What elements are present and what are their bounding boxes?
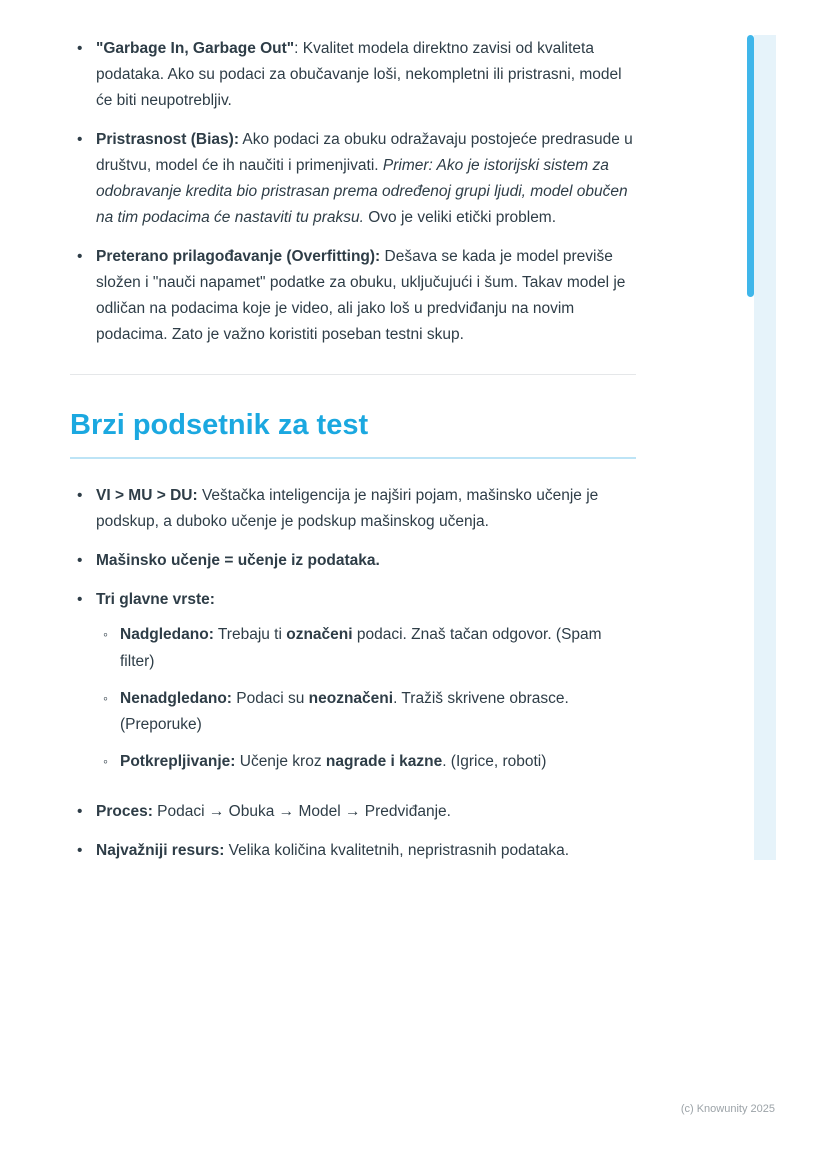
section-heading: Brzi podsetnik za test: [70, 409, 636, 459]
sublist-item: [96, 622, 636, 674]
sublist-item: [96, 749, 636, 775]
sublist-item-text: Nenadgledano: Podaci su neoznačeni. Tražiš skrivene obrasce. (Preporuke): [120, 689, 569, 733]
list-item: [70, 838, 636, 864]
list-item-text: Mašinsko učenje = učenje iz podataka.: [96, 552, 380, 570]
bullet-icon: •: [77, 802, 83, 820]
key-problems-list: [70, 36, 636, 348]
sublist-item-text: Nadgledano: Trebaju ti označeni podaci. Znaš tačan odgovor. (Spam filter): [120, 626, 602, 670]
list-item-body: [96, 587, 636, 785]
list-item: [70, 799, 636, 825]
bullet-icon: •: [77, 248, 83, 266]
list-item-text: Tri glavne vrste:: [96, 591, 215, 609]
sub-bullet-icon: ◦: [103, 689, 108, 706]
scrollbar-thumb[interactable]: [747, 35, 754, 297]
bullet-icon: •: [77, 487, 83, 505]
bullet-icon: •: [77, 40, 83, 57]
bullet-icon: •: [77, 552, 83, 570]
sublist-item: [96, 686, 636, 738]
bullet-icon: •: [77, 591, 83, 609]
list-item-text: VI > MU > DU: Veštačka inteligencija je najširi pojam, mašinsko učenje je podskup, a duboko učenje je podskup mašinskog učenja.: [96, 487, 599, 531]
list-item: [70, 548, 636, 574]
list-item-text: Najvažniji resurs: Velika količina kvalitetnih, nepristrasnih podataka.: [96, 841, 569, 859]
sub-bullet-icon: ◦: [103, 752, 108, 769]
copyright-text: (c) Knowunity 2025: [680, 1103, 775, 1115]
list-item-text: "Garbage In, Garbage Out": Kvalitet modela direktno zavisi od kvaliteta podataka. Ako su podaci za obučavanje loši, nekompletni ili pristrasni, model će biti neupotrebljiv.: [96, 40, 622, 110]
list-item: [70, 244, 636, 348]
sublist-item-text: Potkrepljivanje: Učenje kroz nagrade i kazne. (Igrice, roboti): [120, 752, 547, 770]
scrollbar-track[interactable]: [754, 35, 776, 860]
list-item-text: Preterano prilagođavanje (Overfitting): Dešava se kada je model previše složen i "nauči napamet" podatke za obuku, uključujući i šum. Takav model je odličan na podacima koje je video, ali jako loš u predviđanju na novim podacima. Zato je važno koristiti poseban testni skup.: [96, 248, 626, 344]
bullet-icon: •: [77, 841, 83, 859]
sub-bullet-icon: ◦: [103, 626, 108, 643]
list-item: [70, 587, 636, 785]
bullet-icon: •: [77, 131, 83, 149]
document-content: [70, 36, 636, 877]
list-item: [70, 127, 636, 231]
list-item: [70, 36, 636, 114]
list-item: [70, 483, 636, 535]
summary-list: [70, 483, 636, 863]
list-item-text: Pristrasnost (Bias): Ako podaci za obuku odražavaju postojeće predrasude u društvu, model će ih naučiti i primenjivati. Primer: Ako je istorijski sistem za odobravanje kredita bio pristrasan prema određenoj grupi ljudi, model obučen na tim podacima će nastaviti tu praksu. Ovo je veliki etički problem.: [96, 131, 633, 227]
section-divider: [70, 374, 636, 375]
learning-types-sublist: [96, 622, 636, 774]
list-item-text: Proces: Podaci → Obuka → Model → Predviđanje.: [96, 802, 451, 820]
